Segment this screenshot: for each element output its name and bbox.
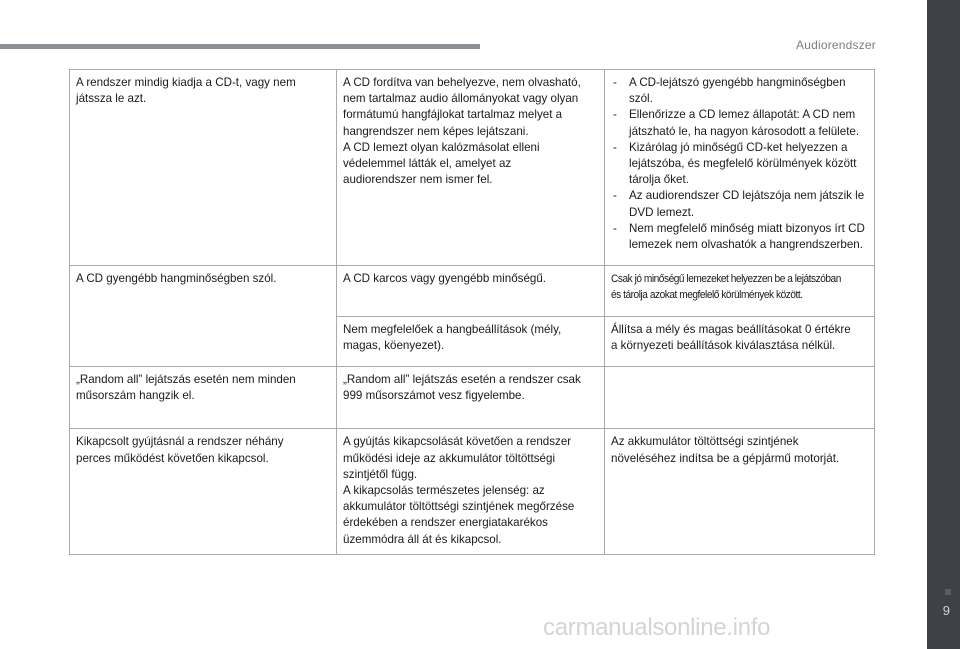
- solution-text: Állítsa a mély és magas beállításokat 0 értékre a környezeti beállítások kiválasztása nélkül.: [611, 322, 851, 352]
- problem-cell: [70, 266, 337, 367]
- page-number: 9: [942, 603, 950, 618]
- problem-text: A rendszer mindig kiadja a CD-t, vagy nem játssza le azt.: [76, 76, 296, 106]
- cause-cell: [337, 70, 605, 266]
- solution-cell: [605, 316, 875, 366]
- cause-text: A gyújtás kikapcsolását követően a rendszer működési ideje az akkumulátor töltöttségi szintjétől függ. A kikapcsolás természetes jelenség: az akkumulátor töltöttségi szintjének megőrzése érdekében a rendszer energiatakarékos üzemmódra áll át és kikapcsol.: [343, 435, 575, 546]
- list-item: - Kizárólag jó minőségű CD-ket helyezzen a lejátszóba, és megfelelő körülmények között tárolja őket.: [611, 140, 868, 189]
- table-row: [70, 70, 875, 266]
- solution-cell: [605, 70, 875, 266]
- section-title: Audiorendszer: [796, 38, 876, 52]
- cause-text: Nem megfelelőek a hangbeállítások (mély, magas, köenyezet).: [343, 322, 562, 352]
- cause-text: „Random all” lejátszás esetén a rendszer csak 999 műsorszámot vesz figyelembe.: [343, 373, 581, 403]
- list-item: - Nem megfelelő minőség miatt bizonyos írt CD lemezek nem olvashatók a hangrendszerben.: [611, 221, 868, 253]
- cause-cell: [337, 367, 605, 429]
- problem-text: „Random all” lejátszás esetén nem minden műsorszám hangzik el.: [76, 373, 296, 403]
- watermark: carmanualsonline.info: [543, 614, 771, 641]
- list-item: - Az audiorendszer CD lejátszója nem játszik le DVD lemezt.: [611, 188, 868, 220]
- page-marker-icon: [945, 589, 951, 595]
- troubleshooting-table: [69, 69, 875, 555]
- problem-cell: [70, 429, 337, 554]
- header-rule: [0, 44, 480, 49]
- list-item: - A CD-lejátszó gyengébb hangminőségben szól.: [611, 75, 868, 107]
- table-row: [70, 266, 875, 316]
- solution-cell: [605, 429, 875, 554]
- cause-cell: [337, 316, 605, 366]
- problem-cell: [70, 70, 337, 266]
- solution-list: [611, 75, 868, 253]
- solution-cell: [605, 266, 875, 316]
- problem-text: Kikapcsolt gyújtásnál a rendszer néhány perces működést követően kikapcsol.: [76, 435, 284, 465]
- table-row: [70, 367, 875, 429]
- problem-cell: [70, 367, 337, 429]
- table-row: [70, 429, 875, 554]
- list-item: - Ellenőrizze a CD lemez állapotát: A CD nem játszható le, ha nagyon károsodott a felülete.: [611, 107, 868, 139]
- cause-cell: [337, 429, 605, 554]
- side-panel: [927, 0, 960, 649]
- solution-cell: [605, 367, 875, 429]
- cause-text: A CD fordítva van behelyezve, nem olvasható, nem tartalmaz audio állományokat vagy olyan formátumú hangfájlokat tartalmaz melyet a hangrendszer nem képes lejátszani. A CD lemezt olyan kalózmásolat elleni védelemmel látták el, amelyet az audiorendszer nem ismer fel.: [343, 76, 581, 187]
- cause-text: A CD karcos vagy gyengébb minőségű.: [343, 272, 547, 286]
- solution-text: Az akkumulátor töltöttségi szintjének növeléséhez indítsa be a gépjármű motorját.: [611, 435, 840, 465]
- solution-text: Csak jó minőségű lemezeket helyezzen be a lejátszóban és tárolja azokat megfelelő körülmények között.: [611, 273, 841, 302]
- cause-cell: [337, 266, 605, 316]
- problem-text: A CD gyengébb hangminőségben szól.: [76, 272, 277, 286]
